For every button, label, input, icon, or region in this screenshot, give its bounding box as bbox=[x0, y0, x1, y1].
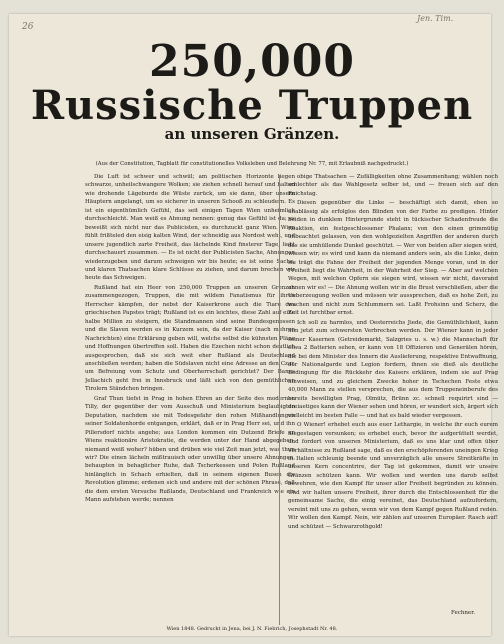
paragraph: O Wiener! erhebet euch aus euer Lethargie, in welche ihr euch eurem Siegestagen versunken; es erhebet euch, bevor ihr aufgerüttelt werdet, und fordert von unseren Ministerium, daß es uns klar und offen über Verhältnisse zu Rußland sage, daß es den erschöpferenden uneingen Krieg in Italien schleunig beende und unverzüglich alle unsere Streitkräfte in unseren Kern concentrire, der Tag ist gekommen, damit wir unsere Gränzen schützen kann. Wir wollen und werden uns darob selbst bewehren, wie den Kampf für unser aller Freiheit begründen zu können. Und wir halten unsere Freiheit, ihrer durch die Entschlossenheit für die gemeinsame Sache, die einig vereinet, das Deutschland aufzufordern, vereint mit uns zu gehen, wenn wir von dem Kampf gegen Rußland reden. Wir wollen den Kampf. Nein, wir zählen auf unseren Europäer. Rasch auf! und schützet — Schwarzrothgold! bbox=[288, 422, 498, 530]
printer-imprint: Wien 1848. Gedruckt in Jena, bei J. N. Fiebrich, Josephstadt Nr. 48. bbox=[166, 626, 338, 632]
archive-annotation-left: 26 bbox=[22, 22, 34, 32]
paragraph: Graf Thun tiefst in Prag in hohen Ehren an der Seite des modernen Tilly, der gegenüber der vom Ausschuß und Ministerium beglaubigten Deputation, nachdem sie mit Todesgefahr den rohen Mißhandlungen seiner Soldatenhorde entgangen, erklärt, daß er in Prag Herr sei, und ihn Pillersdorf nichts angehe; aus London kommen ein Dutzend Briefe an Wiens reaktionäre Aristokratie, die werden unter der Hand abgegeben, niemand weiß woher? hüben und drüben wie viel Zeit man jetzt, was thun wir? Die einen lächeln mißtrauisch oder unwillig über unsere Ahnungen, behaupten in behaglicher Ruhe, daß Tscherkessen und Polen Rußland hinlänglich in Schach erhielten, daß in seinem eigenen Busen die Revolution glimme; erdenen sich und andere mit der schönen Phrase, daß die dem ersten Versuche Rußlands, Deutschland und Frankreich wie ein Mann aufstehen werde; nennen bbox=[85, 395, 295, 504]
paragraph: Ich soll zu harmlos, und Oesterreichs Jiede, die Gemüthlichkeit, kann ihm jetzt zum schwersten Verbrechen werden. Der Wiener kann in jeder seiner Kasernen (Getreidemarkt, Salzgries u. s. w.) die Mannschaft für etwa 2 Batterien sehen, er kann von 18 Offizieren und Generälen hören, die bei dem Minister des Innern die Auslieferung, respektive Entwaffnung, der Nationalgarde und Legion fordern, ihnen sie dieß als deutliche Bedingung für die Rückkehr des Kaisers erklären, indem sie auf Prag hinweisen, und zu gleichem Zwecke hoher in Tschechen Feste etwa 40,000 Mann zu stellen versprechen, die aus dem Truppeneinberufe des bereits bewilligten Prag, Olmütz, Brünn zc. schnell requirirt sind — dreiaetiges kann der Wiener sehen und hören, er wundert sich, ärgert sich vielleicht im besten Falle — und hat es bald wieder vergessen. bbox=[288, 319, 498, 419]
paragraph: Diesen gegenüber die Linke — beschäftigt sich damit, eben so unablässig als erfolglos den Blinden von der Farbe zu predigen. Hinter beiden in dunklem Hintergrunde steht in tückischer Schadenfreude die Reaktion, ein festgeschlossener Phalanx; von den einen grimmütig unbeachtet gelassen, von den wohlgezielten Angriffen der anderen durch das sie umhüllende Dunkel geschützt. — Wer von beiden aller siegen wird, wissen wir; es wird und kann da niemand anders sein, als die Linke, denn sie trägt die Fahne der Freiheit der jegenden Menge voran, und in der Freiheit liegt die Wahrheit, in der Wahrheit der Sieg. — Aber auf welchen Wegen, mit welchen Opfern sie siegen wird, wissen wir nicht, davorand ahnen wir es! — Die Ahnung wollen wir in die Brust verschließen, aber die Ueberzeugung wollen und müssen wir aussprechen, daß es hohe Zeit, zu wachen und nicht zum Schlummern sei. Laßt Frohsinn und Scherz, die Zeit ist furchtbar ernst. bbox=[288, 200, 498, 317]
column-divider bbox=[279, 175, 280, 625]
paragraph: Rußland hat ein Heer von 250,000 Truppen an unseren Grenzen zusammengezogen, Truppen, die mit wildem Fanatismus für ihren Herrscher kämpfen, der nebst der Kaiserkrone auch die Tiare des griechischen Papstes trägt; Rußland ist es ein leichtes, diese Zahl auf eine halbe Million zu steigern, die Standmannen sind seine Bundesgenossen und die Slaven werden es in Kurzem sein, da der Kaiser (nach mehren Nachrichten) eine Erklärung geben will, welche selbst die kühnsten Pläne und Hoffnungen übertreffen soll. Haben die Ezechen nicht schon deutlich ausgesprochen, daß sie sich weit eher Rußland als Deutschland anschließen werden; haben die Südslaven nicht eine Adresse an den Czar, um Befreiung vom Schutz und Oberherrschaft gerichtet? Der Banus Jellachich geht frei in Innsbruck und läßt sich von den gemüthlichen Tirolern Ständchen bringen. bbox=[85, 284, 295, 393]
headline-number: 250,000 bbox=[148, 36, 355, 87]
text-column-right bbox=[288, 173, 498, 628]
headline-sub: an unseren Gränzen. bbox=[164, 125, 340, 143]
paragraph: Die Luft ist schwer und schwül; am politischen Horizonte liegen schwarze, unheilschwangere Wolken; sie ziehen schnell herauf und halten wie drohende Lägeburde die Wüste zurück, um sie dann, über unsern Häuptern angelangt, um so sicherer in unseren Schooß zu schleudern. Es ist ein eigenthümlich Gefühl, das seit einigen Tagen Wien unheimlich durchschleicht. Man weiß es Ahnung nennen: genug das Gefühl ist da; es beweißt sich nicht nur das Publicisten, es durchzuckt ganz Wien. Wien fühlt frißteled den eisig kalten Wind, der schneidig aus Nordost weht, und unsere jugendlich zarte Freiheit, das lächelnde Kind finsterer Tage, liebt durchschauert zusammen. — Es ist nicht der Publicisten Sache, Ahnungen wiederzugeben und darum schweigen wir bis heute; es ist seine Sache, und klaren Thatsachen klare Schlüsse zu ziehen, und darum brechen wir heute das Schweigen. bbox=[85, 174, 295, 282]
paragraph: obige Thatsachen — Zufälligkeiten ohne Zusammenhang; wählen noch schlechter als das Wahlgesetz selber ist, und — freuen sich auf den Reichstag. bbox=[288, 174, 498, 197]
headline-main: Russische Truppen bbox=[30, 82, 474, 129]
author-signature: Fechner. bbox=[451, 610, 475, 616]
archive-annotation-right: Jen. Tim. bbox=[417, 14, 454, 23]
source-note: (Aus der Constitution, Tagblatt für constitutionelles Volksleben und Belehrung Nr. 77, mit Erlaubniß nachgedruckt.) bbox=[95, 161, 409, 167]
text-column-left bbox=[85, 173, 295, 628]
